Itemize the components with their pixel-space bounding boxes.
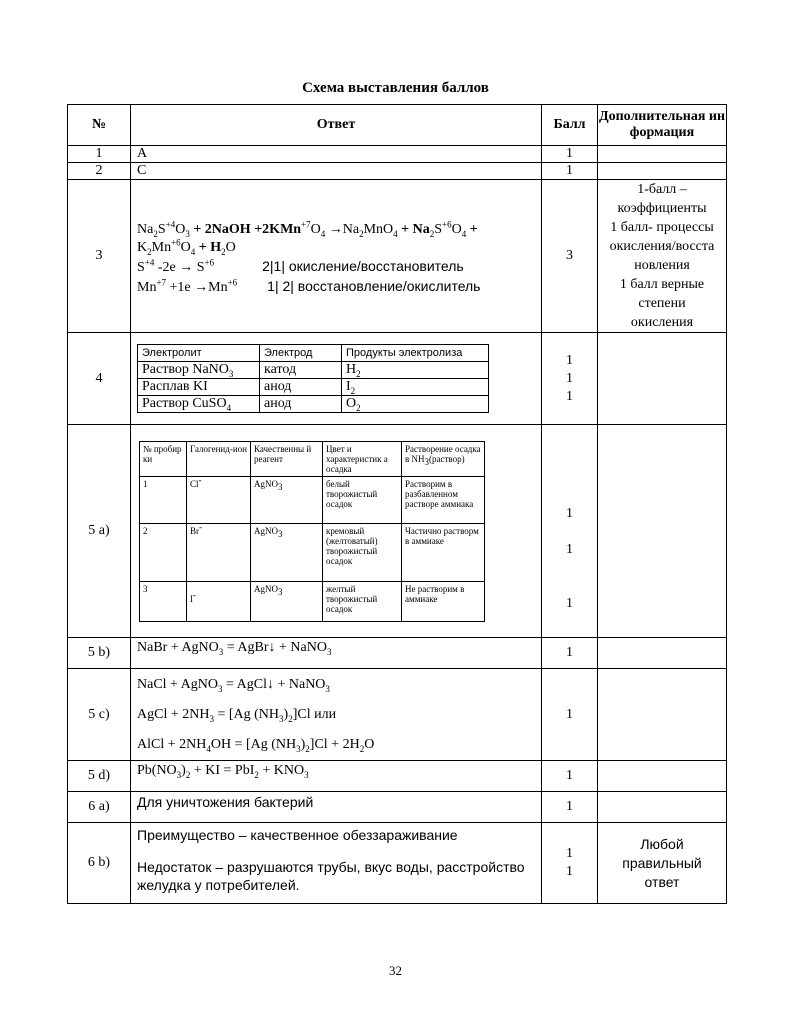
info-cell	[598, 146, 727, 163]
points-cell: 1 1	[542, 823, 598, 904]
table-row	[68, 638, 727, 669]
answer-cell	[131, 180, 542, 333]
halide-cell: AgNO$_3$	[251, 523, 323, 581]
electrode-cell: катод	[260, 362, 342, 379]
row-number: 5 b)	[68, 638, 131, 669]
row-number: 4	[68, 333, 131, 425]
electrode-cell: анод	[260, 396, 342, 413]
product-cell: $I_2$	[342, 379, 489, 396]
row-number: 3	[68, 180, 131, 333]
halide-header: № пробир ки	[140, 441, 187, 476]
product-cell: $H_2$	[342, 362, 489, 379]
halide-cell: Частично растворм в аммиаке	[402, 523, 485, 581]
electrode-cell: анод	[260, 379, 342, 396]
points-cell: 1	[542, 792, 598, 823]
table-row	[68, 823, 727, 904]
info-cell	[598, 638, 727, 669]
halide-table	[139, 441, 485, 622]
halide-header: Цвет и характеристик а осадка	[323, 441, 402, 476]
header-points: Балл	[542, 105, 598, 146]
page-title: Схема выставления баллов	[302, 80, 489, 96]
answer-cell: NaCl + AgNO$_3$ = AgCl↓ + NaNO$_3$ AgCl + $2NH_3 = [Ag$ $(NH_3)_2]Cl$ или AlCl + $2NH_4OH = [Ag$ $(NH_3)_2]Cl + 2H_2O$	[131, 669, 542, 761]
header-num: №	[68, 105, 131, 146]
info-cell: 1-балл – коэффициенты 1 балл- процессы окисления/восста новления 1 балл верные степени окисления	[598, 180, 727, 333]
electrolysis-table	[137, 344, 489, 413]
answer-cell: $Pb(NO_3)_2$ + KI = $PbI_2 + KNO_3$	[131, 761, 542, 792]
points-cell: 1	[542, 638, 598, 669]
points-cell: 1	[542, 163, 598, 180]
answer-cell: C	[131, 163, 542, 180]
scoring-table	[67, 104, 727, 904]
electrolysis-header: Электролит	[138, 345, 260, 362]
info-cell	[598, 163, 727, 180]
table-row	[68, 333, 727, 425]
product-cell: $O_2$	[342, 396, 489, 413]
answer-cell: Преимущество – качественное обеззараживание Недостаток – разрушаются трубы, вкус воды, расстройство желудка у потребителей.	[131, 823, 542, 904]
row-number: 5 d)	[68, 761, 131, 792]
table-row	[68, 425, 727, 638]
info-cell	[598, 425, 727, 638]
electrolysis-header: Электрод	[260, 345, 342, 362]
points-cell: 1 1 1	[542, 333, 598, 425]
halide-cell: AgNO$_3$	[251, 476, 323, 523]
halide-header: Растворение осадка в $NH_3(раствор)$	[402, 441, 485, 476]
halide-cell: белый творожистый осадок	[323, 476, 402, 523]
electrolyte-cell: Расплав KI	[138, 379, 260, 396]
electrolysis-header: Продукты электролиза	[342, 345, 489, 362]
electrolyte-cell: Раствор NaNO$_3$	[138, 362, 260, 379]
half-reaction-oxidation: $S^{+4}$ $-2e \to S^{+6}$ 2|1| окисление/восстановитель	[137, 257, 464, 275]
answer-cell	[131, 333, 542, 425]
table-row	[68, 669, 727, 761]
table-row	[68, 180, 727, 333]
points-cell: 1	[542, 761, 598, 792]
row-number: 2	[68, 163, 131, 180]
table-row	[68, 163, 727, 180]
points-cell: 1	[542, 669, 598, 761]
answer-cell: NaBr + AgNO$_3$ = AgBr↓ + NaNO$_3$	[131, 638, 542, 669]
halide-cell: Растворим в разбавленном растворе аммиака	[402, 476, 485, 523]
row-number: 5 c)	[68, 669, 131, 761]
info-cell	[598, 792, 727, 823]
header-answer: Ответ	[131, 105, 542, 146]
redox-equation: $Na_2S^{+4}O_3$ + 2NaOH $+2KMn^{+7}O_4 \to Na_2MnO_4 + Na_2S^{+6}O_4$ +	[137, 219, 478, 239]
points-cell: 3	[542, 180, 598, 333]
halide-cell: Не растворим в аммиаке	[402, 581, 485, 621]
row-number: 6 b)	[68, 823, 131, 904]
info-cell	[598, 761, 727, 792]
halide-header: Качественны й реагент	[251, 441, 323, 476]
table-row	[68, 792, 727, 823]
answer-cell: A	[131, 146, 542, 163]
answer-cell	[131, 425, 542, 638]
info-cell	[598, 333, 727, 425]
halide-cell: 3	[140, 581, 187, 621]
halide-cell: Cl-	[187, 476, 251, 523]
halide-cell: I-	[187, 581, 251, 621]
header-info: Дополнительная информация	[598, 105, 727, 146]
halide-cell: AgNO$_3$	[251, 581, 323, 621]
halide-cell: Br-	[187, 523, 251, 581]
halide-header: Галогенид-ион	[187, 441, 251, 476]
answer-cell: Для уничтожения бактерий	[131, 792, 542, 823]
header-row	[68, 105, 727, 146]
row-number: 5 a)	[68, 425, 131, 638]
info-cell: Любой правильный ответ	[598, 823, 727, 904]
page-number: 32	[389, 963, 402, 978]
info-cell	[598, 669, 727, 761]
halide-cell: кремовый (желтоватый) творожистый осадок	[323, 523, 402, 581]
halide-cell: желтый творожистый осадок	[323, 581, 402, 621]
electrolyte-cell: Раствор CuSO$_4$	[138, 396, 260, 413]
half-reaction-reduction: $Mn^{+7} +1e \to Mn^{+6}$ 1| 2| восстановление/окислитель	[137, 277, 481, 295]
row-number: 6 a)	[68, 792, 131, 823]
table-row	[68, 761, 727, 792]
row-number: 1	[68, 146, 131, 163]
points-cell: 1	[542, 146, 598, 163]
halide-cell: 2	[140, 523, 187, 581]
halide-cell: 1	[140, 476, 187, 523]
redox-equation-cont: $K_2Mn^{+6}O_4 + H_2O$	[137, 237, 236, 257]
table-row	[68, 146, 727, 163]
points-cell: 1 1 1	[542, 425, 598, 638]
